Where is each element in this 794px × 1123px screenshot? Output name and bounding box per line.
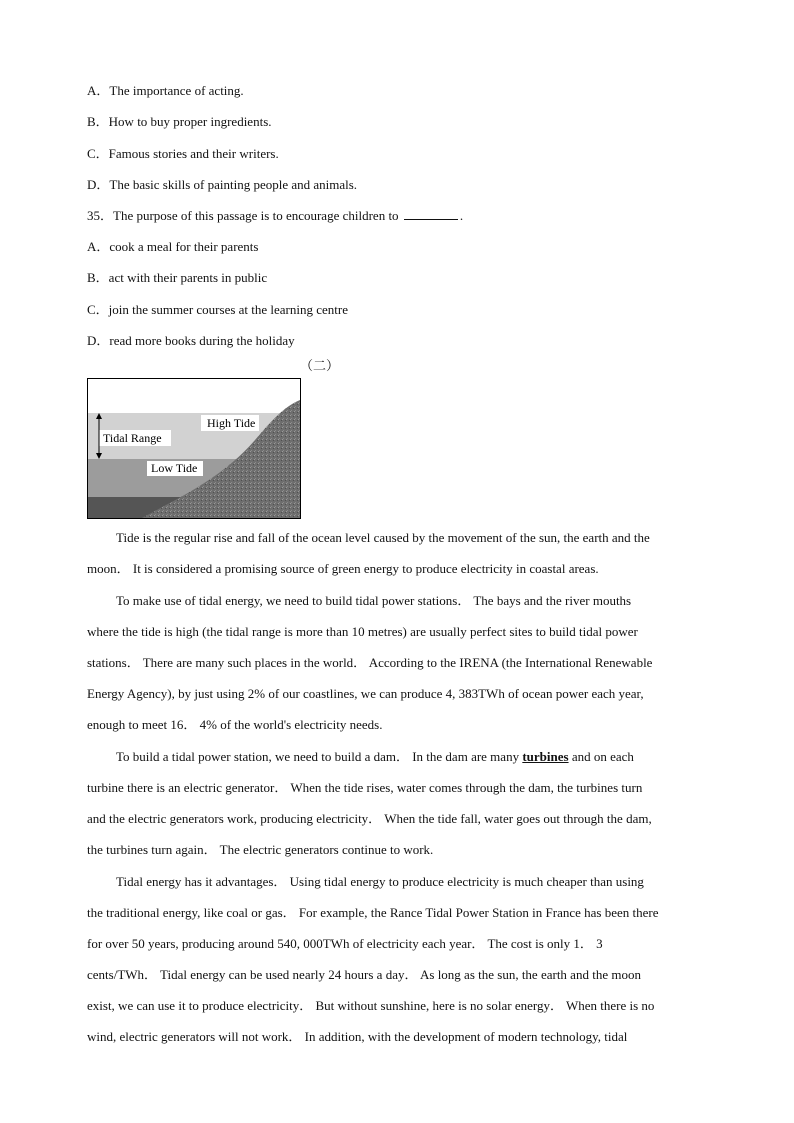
text-line: Tide is the regular rise and fall of the ocean level caused by the movement of the sun, the earth and the xyxy=(116,530,650,545)
q34-option-d: D．The basic skills of painting people and animals. xyxy=(87,177,358,192)
tidal-range-label: Tidal Range xyxy=(103,431,162,445)
text-line: cents/TWh． Tidal energy can be used nearly 24 hours a day． As long as the sun, the earth and the moon xyxy=(87,967,641,982)
paragraph-2 xyxy=(87,592,707,747)
text-line: and the electric generators work, producing electricity． When the tide fall, water goes out through the dam, xyxy=(87,811,652,826)
text-line: To make use of tidal energy, we need to build tidal power stations． The bays and the river mouths xyxy=(116,593,632,608)
text-line: turbine there is an electric generator． When the tide rises, water comes through the dam, the turbines turn xyxy=(87,780,643,795)
text-line: exist, we can use it to produce electricity． But without sunshine, here is no solar energy． When there is no xyxy=(87,998,655,1013)
q35-option-d: D．read more books during the holiday xyxy=(87,333,295,348)
text-line xyxy=(87,748,707,779)
text-segment: and on each xyxy=(571,749,634,764)
text-segment: To build a tidal power station, we need to build a dam． In the dam are many xyxy=(116,749,520,764)
text-line: enough to meet 16． 4% of the world's electricity needs. xyxy=(87,717,383,732)
high-tide-label: High Tide xyxy=(207,416,256,430)
q35-stem-end: . xyxy=(459,208,464,223)
paragraph-3 xyxy=(87,748,707,872)
q34-option-a: A．The importance of acting. xyxy=(87,83,244,98)
paragraph-1 xyxy=(87,529,707,591)
q35-option-c: C．join the summer courses at the learning centre xyxy=(87,302,349,317)
q34-option-c: C．Famous stories and their writers. xyxy=(87,146,279,161)
text-line: stations． There are many such places in the world． According to the IRENA (the International Renewable xyxy=(87,655,653,670)
keyword-turbines: turbines xyxy=(522,749,569,764)
text-line: the traditional energy, like coal or gas． For example, the Rance Tidal Power Station in France has been there xyxy=(87,905,659,920)
q35-option-a: A．cook a meal for their parents xyxy=(87,239,259,254)
text-line: Energy Agency), by just using 2% of our coastlines, we can produce 4, 383TWh of ocean power each year, xyxy=(87,686,644,701)
paragraph-4 xyxy=(87,873,707,1059)
q34-option-b: B．How to buy proper ingredients. xyxy=(87,114,272,129)
q35-option-b: B．act with their parents in public xyxy=(87,270,268,285)
text-line: wind, electric generators will not work． In addition, with the development of modern technology, tidal xyxy=(87,1029,628,1044)
text-line: for over 50 years, producing around 540, 000TWh of electricity each year． The cost is only 1． 3 xyxy=(87,936,603,951)
q35-stem xyxy=(87,207,463,225)
text-line: Tidal energy has it advantages． Using tidal energy to produce electricity is much cheaper than using xyxy=(116,874,644,889)
text-line: the turbines turn again． The electric generators continue to work. xyxy=(87,842,434,857)
text-line: where the tide is high (the tidal range is more than 10 metres) are usually perfect sites to build tidal power xyxy=(87,624,638,639)
text-line: moon． It is considered a promising source of green energy to produce electricity in coastal areas. xyxy=(87,561,599,576)
tide-diagram xyxy=(87,378,301,519)
q35-stem-text: 35．The purpose of this passage is to encourage children to xyxy=(87,208,399,223)
low-tide-label: Low Tide xyxy=(151,461,198,475)
section-label: （二） xyxy=(300,358,340,373)
answer-blank xyxy=(404,207,458,220)
